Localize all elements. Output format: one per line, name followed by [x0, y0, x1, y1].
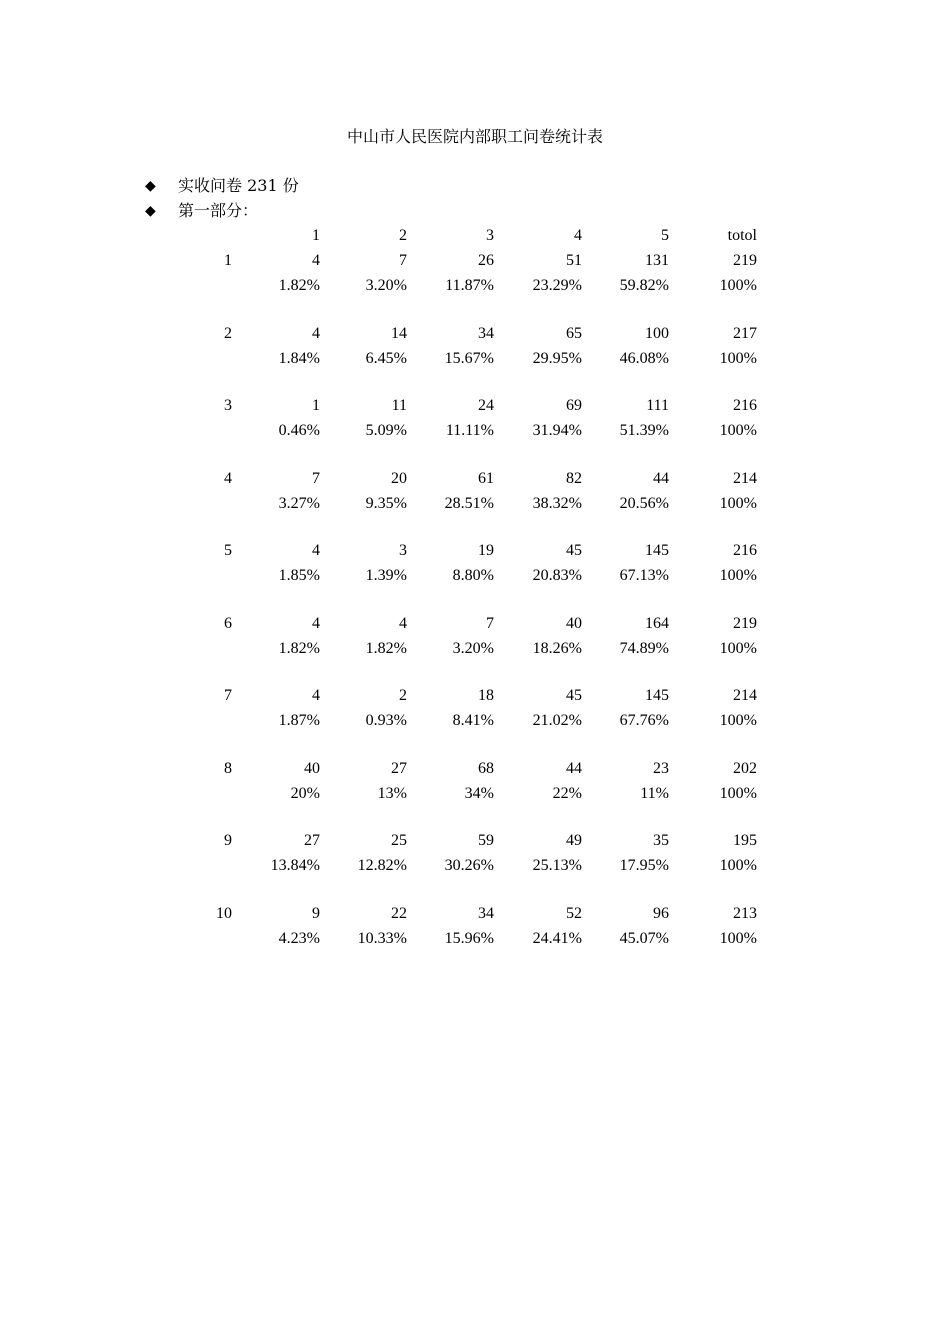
total-percent-cell: 100%: [719, 930, 757, 947]
table-row-percents: [0, 638, 950, 660]
percent-cell: 59.82%: [619, 277, 669, 294]
percent-cell: 45.07%: [619, 930, 669, 947]
question-number: 1: [224, 252, 232, 269]
header-cell: 4: [574, 227, 582, 244]
table-row-percents: [0, 275, 950, 297]
count-cell: 49: [566, 832, 582, 849]
count-cell: 61: [478, 470, 494, 487]
count-cell: 25: [391, 832, 407, 849]
count-cell: 3: [399, 542, 407, 559]
question-number: 7: [224, 687, 232, 704]
total-count-cell: 213: [733, 905, 757, 922]
count-cell: 27: [391, 760, 407, 777]
count-cell: 82: [566, 470, 582, 487]
percent-cell: 34%: [464, 785, 494, 802]
total-percent-cell: 100%: [719, 495, 757, 512]
total-percent-cell: 100%: [719, 785, 757, 802]
percent-cell: 4.23%: [278, 930, 320, 947]
table-row-counts: [0, 613, 950, 635]
percent-cell: 1.82%: [278, 640, 320, 657]
total-count-cell: 202: [733, 760, 757, 777]
table-row-counts: [0, 250, 950, 272]
total-percent-cell: 100%: [719, 277, 757, 294]
total-percent-cell: 100%: [719, 422, 757, 439]
percent-cell: 6.45%: [365, 350, 407, 367]
total-count-cell: 214: [733, 470, 757, 487]
percent-cell: 20.56%: [619, 495, 669, 512]
count-cell: 26: [478, 252, 494, 269]
percent-cell: 8.80%: [452, 567, 494, 584]
percent-cell: 0.93%: [365, 712, 407, 729]
table-row-counts: [0, 395, 950, 417]
count-cell: 7: [399, 252, 407, 269]
header-cell: 2: [399, 227, 407, 244]
percent-cell: 21.02%: [532, 712, 582, 729]
percent-cell: 20.83%: [532, 567, 582, 584]
table-header-row: [0, 225, 950, 247]
bullet-item-part-one: [145, 200, 258, 222]
count-cell: 51: [566, 252, 582, 269]
percent-cell: 67.13%: [619, 567, 669, 584]
percent-cell: 31.94%: [532, 422, 582, 439]
percent-cell: 46.08%: [619, 350, 669, 367]
total-count-cell: 219: [733, 252, 757, 269]
total-percent-cell: 100%: [719, 640, 757, 657]
count-cell: 14: [391, 325, 407, 342]
bullet-text: 实收问卷 231 份: [178, 176, 299, 195]
count-cell: 11: [391, 397, 407, 414]
percent-cell: 15.67%: [444, 350, 494, 367]
count-cell: 20: [391, 470, 407, 487]
percent-cell: 17.95%: [619, 857, 669, 874]
count-cell: 4: [399, 615, 407, 632]
table-row-percents: [0, 348, 950, 370]
header-cell: 5: [661, 227, 669, 244]
count-cell: 4: [312, 252, 320, 269]
count-cell: 59: [478, 832, 494, 849]
percent-cell: 0.46%: [278, 422, 320, 439]
count-cell: 68: [478, 760, 494, 777]
header-cell: 3: [486, 227, 494, 244]
percent-cell: 3.20%: [365, 277, 407, 294]
count-cell: 24: [478, 397, 494, 414]
total-count-cell: 216: [733, 542, 757, 559]
percent-cell: 67.76%: [619, 712, 669, 729]
percent-cell: 15.96%: [444, 930, 494, 947]
count-cell: 145: [645, 687, 669, 704]
total-percent-cell: 100%: [719, 350, 757, 367]
table-row-counts: [0, 903, 950, 925]
count-cell: 4: [312, 615, 320, 632]
header-cell-total: totol: [727, 227, 757, 244]
percent-cell: 3.27%: [278, 495, 320, 512]
count-cell: 69: [566, 397, 582, 414]
count-cell: 18: [478, 687, 494, 704]
count-cell: 35: [653, 832, 669, 849]
total-percent-cell: 100%: [719, 857, 757, 874]
total-count-cell: 219: [733, 615, 757, 632]
count-cell: 44: [653, 470, 669, 487]
count-cell: 40: [304, 760, 320, 777]
percent-cell: 1.82%: [365, 640, 407, 657]
header-cell: 1: [312, 227, 320, 244]
percent-cell: 20%: [290, 785, 320, 802]
percent-cell: 51.39%: [619, 422, 669, 439]
percent-cell: 9.35%: [365, 495, 407, 512]
page-title: 中山市人民医院内部职工问卷统计表: [346, 127, 603, 146]
count-cell: 45: [566, 687, 582, 704]
percent-cell: 5.09%: [365, 422, 407, 439]
total-count-cell: 216: [733, 397, 757, 414]
percent-cell: 29.95%: [532, 350, 582, 367]
table-row-counts: [0, 758, 950, 780]
table-row-percents: [0, 420, 950, 442]
question-number: 2: [224, 325, 232, 342]
bullet-text: 第一部分：: [178, 201, 259, 220]
table-row-percents: [0, 783, 950, 805]
count-cell: 44: [566, 760, 582, 777]
count-cell: 164: [645, 615, 669, 632]
count-cell: 100: [645, 325, 669, 342]
table-row-percents: [0, 710, 950, 732]
percent-cell: 13.84%: [270, 857, 320, 874]
question-number: 10: [216, 905, 232, 922]
table-row-percents: [0, 928, 950, 950]
count-cell: 52: [566, 905, 582, 922]
percent-cell: 3.20%: [452, 640, 494, 657]
percent-cell: 8.41%: [452, 712, 494, 729]
percent-cell: 1.87%: [278, 712, 320, 729]
question-number: 6: [224, 615, 232, 632]
percent-cell: 30.26%: [444, 857, 494, 874]
count-cell: 145: [645, 542, 669, 559]
table-row-counts: [0, 685, 950, 707]
percent-cell: 1.85%: [278, 567, 320, 584]
percent-cell: 11.87%: [445, 277, 494, 294]
percent-cell: 12.82%: [357, 857, 407, 874]
question-number: 9: [224, 832, 232, 849]
count-cell: 4: [312, 542, 320, 559]
total-percent-cell: 100%: [719, 567, 757, 584]
count-cell: 4: [312, 687, 320, 704]
percent-cell: 25.13%: [532, 857, 582, 874]
bullet-item-received: [145, 175, 299, 197]
count-cell: 65: [566, 325, 582, 342]
count-cell: 9: [312, 905, 320, 922]
percent-cell: 1.39%: [365, 567, 407, 584]
percent-cell: 74.89%: [619, 640, 669, 657]
table-row-counts: [0, 540, 950, 562]
count-cell: 23: [653, 760, 669, 777]
count-cell: 19: [478, 542, 494, 559]
percent-cell: 11%: [640, 785, 669, 802]
diamond-bullet-icon: ◆: [145, 203, 156, 219]
question-number: 3: [224, 397, 232, 414]
count-cell: 131: [645, 252, 669, 269]
table-row-counts: [0, 830, 950, 852]
count-cell: 2: [399, 687, 407, 704]
total-percent-cell: 100%: [719, 712, 757, 729]
count-cell: 27: [304, 832, 320, 849]
count-cell: 4: [312, 325, 320, 342]
count-cell: 45: [566, 542, 582, 559]
total-count-cell: 217: [733, 325, 757, 342]
percent-cell: 1.82%: [278, 277, 320, 294]
percent-cell: 23.29%: [532, 277, 582, 294]
percent-cell: 13%: [377, 785, 407, 802]
percent-cell: 24.41%: [532, 930, 582, 947]
table-row-percents: [0, 855, 950, 877]
total-count-cell: 195: [733, 832, 757, 849]
percent-cell: 22%: [552, 785, 582, 802]
table-row-percents: [0, 493, 950, 515]
count-cell: 40: [566, 615, 582, 632]
count-cell: 111: [646, 397, 669, 414]
percent-cell: 38.32%: [532, 495, 582, 512]
count-cell: 96: [653, 905, 669, 922]
percent-cell: 11.11%: [445, 422, 494, 439]
count-cell: 22: [391, 905, 407, 922]
table-row-counts: [0, 468, 950, 490]
percent-cell: 1.84%: [278, 350, 320, 367]
table-row-counts: [0, 323, 950, 345]
count-cell: 1: [312, 397, 320, 414]
diamond-bullet-icon: ◆: [145, 178, 156, 194]
percent-cell: 28.51%: [444, 495, 494, 512]
count-cell: 7: [486, 615, 494, 632]
table-row-percents: [0, 565, 950, 587]
question-number: 4: [224, 470, 232, 487]
count-cell: 7: [312, 470, 320, 487]
total-count-cell: 214: [733, 687, 757, 704]
percent-cell: 18.26%: [532, 640, 582, 657]
question-number: 8: [224, 760, 232, 777]
count-cell: 34: [478, 905, 494, 922]
question-number: 5: [224, 542, 232, 559]
percent-cell: 10.33%: [357, 930, 407, 947]
count-cell: 34: [478, 325, 494, 342]
